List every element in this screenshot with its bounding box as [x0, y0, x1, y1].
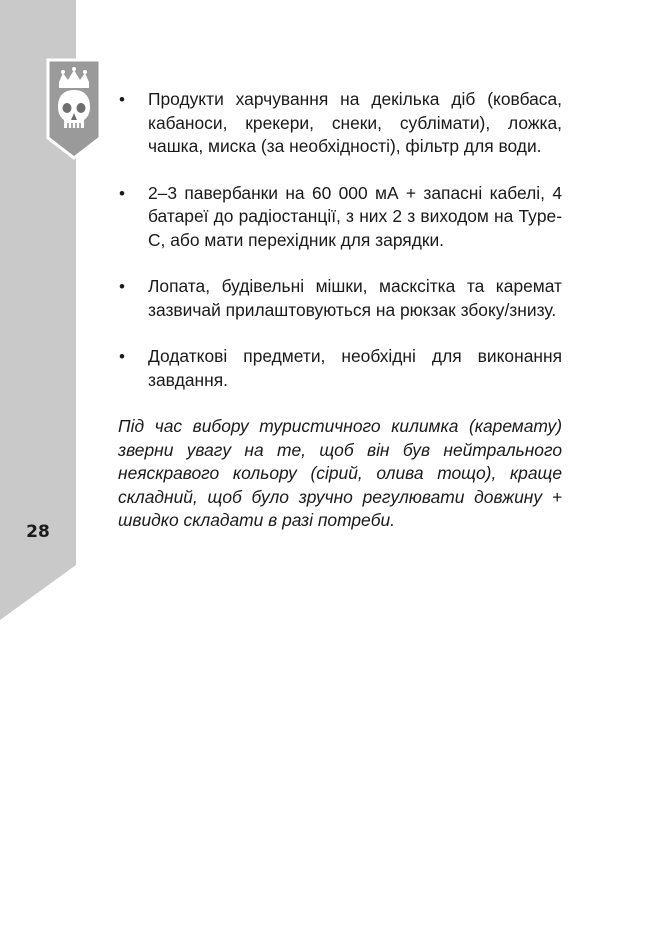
list-item	[118, 345, 562, 392]
bullet: •	[119, 183, 125, 203]
list-item-text: Додаткові предмети, необхідні для виконання завдання.	[148, 346, 562, 390]
list-item	[118, 182, 562, 253]
list-item-text: Лопата, будівельні мішки, масксітка та каремат зазвичай прилаштовуються на рюкзак збоку/знизу.	[148, 276, 562, 320]
page-number: 28	[26, 522, 50, 542]
bullet: •	[119, 90, 125, 109]
bullet: •	[119, 347, 125, 366]
list-item-text: 2–3 павербанки на 60 000 мА + запасні кабелі, 4 батареї до радіостанції, з них 2 з виходом на Type-C, або мати перехідник для зарядки.	[148, 182, 562, 250]
equipment-list	[118, 88, 562, 392]
page-content	[118, 88, 562, 550]
list-item-text: Продукти харчування на декілька діб (ковбаса, кабаноси, крекери, снеки, сублімати), ложка, чашка, миска (за необхідності), фільтр для води.	[148, 89, 562, 156]
bullet: •	[119, 277, 125, 296]
list-item	[118, 88, 562, 159]
list-item	[118, 275, 562, 322]
crowned-skull-icon	[46, 58, 102, 162]
sleeping-mat-note: Під час вибору туристичного килимка (каремату) зверни увагу на те, щоб він був нейтрального неяскравого кольору (сірий, олива тощо), краще складний, щоб було зручно регулювати довжину + швидко складати в разі потреби.	[118, 416, 562, 530]
